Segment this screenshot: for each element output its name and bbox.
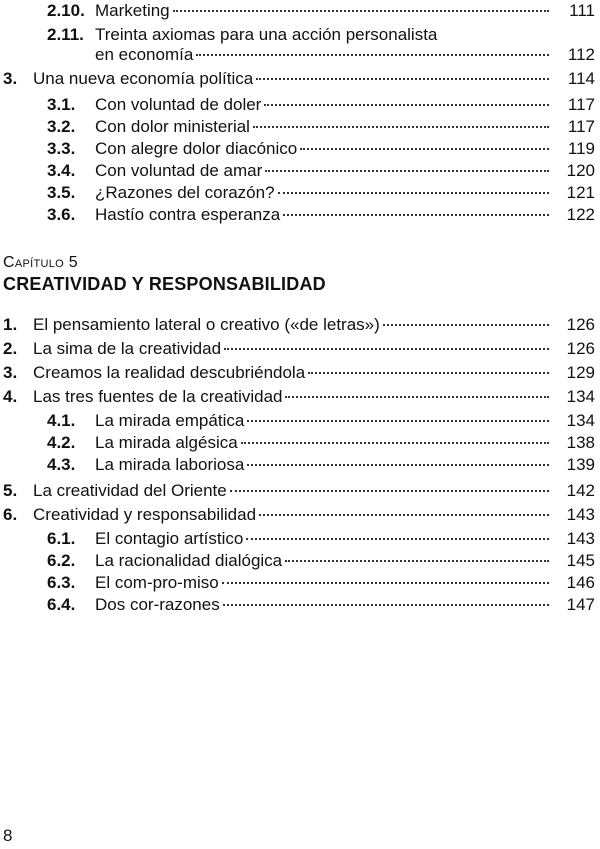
toc-entry[interactable]: [3, 505, 595, 525]
toc-entry[interactable]: [47, 433, 595, 453]
leader-dots: [264, 104, 549, 106]
entry-title: La creatividad del Oriente: [33, 481, 227, 500]
leader-dots: [241, 442, 549, 444]
leader-dots: [230, 490, 549, 492]
toc-entry[interactable]: [47, 1, 595, 21]
entry-page: 126: [566, 339, 595, 358]
toc-entry[interactable]: [47, 117, 595, 137]
entry-page: 122: [566, 205, 595, 224]
entry-title: La mirada empática: [95, 411, 245, 430]
leader-dots: [300, 148, 549, 150]
entry-page: 143: [566, 505, 595, 524]
entry-number: 6.3.: [47, 573, 76, 592]
page-number: 8: [3, 826, 13, 845]
chapter-title: CREATIVIDAD Y RESPONSABILIDAD: [3, 274, 326, 294]
entry-title: La mirada laboriosa: [95, 455, 245, 474]
leader-dots: [196, 54, 549, 56]
entry-title: El com-pro-miso: [95, 573, 219, 592]
leader-dots: [285, 396, 549, 398]
entry-page: 114: [567, 69, 595, 88]
entry-title: Dos cor-razones: [95, 595, 220, 614]
entry-title: El contagio artístico: [95, 529, 244, 548]
toc-entry[interactable]: [47, 411, 595, 431]
toc-entry[interactable]: [3, 363, 595, 383]
toc-entry[interactable]: [47, 139, 595, 159]
leader-dots: [383, 324, 549, 326]
leader-dots: [278, 192, 549, 194]
entry-page: 111: [569, 1, 595, 20]
toc-entry[interactable]: [47, 183, 595, 203]
entry-number: 4.1.: [47, 411, 76, 430]
entry-title: Marketing: [95, 1, 170, 20]
toc-entry[interactable]: [47, 573, 595, 593]
entry-page: 117: [567, 95, 595, 114]
entry-page: 134: [566, 411, 595, 430]
toc-entry[interactable]: [47, 529, 595, 549]
entry-title: Con voluntad de doler: [95, 95, 262, 114]
entry-number: 6.2.: [47, 551, 76, 570]
leader-dots: [259, 514, 549, 516]
entry-number: 1.: [3, 315, 18, 334]
entry-title: ¿Razones del corazón?: [95, 183, 275, 202]
entry-page: 112: [567, 45, 595, 64]
entry-number: 2.: [3, 339, 18, 358]
entry-title: Creatividad y responsabilidad: [33, 505, 257, 524]
entry-number: 4.3.: [47, 455, 76, 474]
entry-number: 3.: [3, 363, 18, 382]
leader-dots: [224, 348, 549, 350]
entry-title: La sima de la creatividad: [33, 339, 222, 358]
toc-entry[interactable]: [3, 339, 595, 359]
entry-page: 120: [566, 161, 595, 180]
entry-title: Una nueva economía política: [33, 69, 254, 88]
entry-page: 147: [566, 595, 595, 614]
entry-number: 6.4.: [47, 595, 76, 614]
entry-page: 146: [566, 573, 595, 592]
toc-entry[interactable]: [3, 387, 595, 407]
entry-title: Las tres fuentes de la creatividad: [33, 387, 283, 406]
entry-number: 3.4.: [47, 161, 76, 180]
toc-entry[interactable]: [3, 315, 595, 335]
toc-entry[interactable]: [47, 455, 595, 475]
entry-page: 138: [566, 433, 595, 452]
entry-page: 117: [567, 117, 595, 136]
entry-title: Con dolor ministerial: [95, 117, 250, 136]
toc-entry[interactable]: [47, 25, 595, 45]
entry-page: 129: [566, 363, 595, 382]
entry-page: 134: [566, 387, 595, 406]
entry-number: 4.: [3, 387, 18, 406]
entry-number: 3.2.: [47, 117, 76, 136]
entry-title: Hastío contra esperanza: [95, 205, 281, 224]
leader-dots: [285, 560, 549, 562]
leader-dots: [308, 372, 549, 374]
chapter-label: Capítulo 5: [3, 254, 78, 271]
entry-number: 3.6.: [47, 205, 76, 224]
toc-entry-continuation[interactable]: [95, 45, 595, 65]
entry-number: 3.3.: [47, 139, 76, 158]
leader-dots: [265, 170, 549, 172]
entry-page: 143: [566, 529, 595, 548]
entry-title: Con alegre dolor diacónico: [95, 139, 298, 158]
leader-dots: [256, 78, 549, 80]
entry-number: 5.: [3, 481, 18, 500]
entry-number: 6.: [3, 505, 18, 524]
entry-page: 139: [566, 455, 595, 474]
entry-number: 4.2.: [47, 433, 76, 452]
toc-entry[interactable]: [47, 551, 595, 571]
toc-entry[interactable]: [47, 161, 595, 181]
entry-title: Creamos la realidad descubriéndola: [33, 363, 306, 382]
toc-entry[interactable]: [47, 595, 595, 615]
leader-dots: [283, 214, 549, 216]
entry-number: 6.1.: [47, 529, 76, 548]
toc-entry[interactable]: [3, 69, 595, 89]
leader-dots: [247, 464, 549, 466]
entry-number: 3.5.: [47, 183, 76, 202]
entry-title: La racionalidad dialógica: [95, 551, 283, 570]
leader-dots: [247, 420, 549, 422]
entry-title: Con voluntad de amar: [95, 161, 263, 180]
leader-dots: [246, 538, 549, 540]
entry-page: 145: [566, 551, 595, 570]
entry-page: 142: [566, 481, 595, 500]
entry-number: 3.: [3, 69, 18, 88]
entry-number: 2.10.: [47, 1, 85, 20]
toc-entry[interactable]: [3, 481, 595, 501]
entry-number: 2.11.: [47, 25, 84, 44]
entry-title: Treinta axiomas para una acción personalista: [95, 25, 438, 44]
entry-page: 119: [567, 139, 595, 158]
entry-page: 121: [566, 183, 595, 202]
leader-dots: [222, 582, 549, 584]
toc-entry[interactable]: [47, 95, 595, 115]
toc-entry[interactable]: [47, 205, 595, 225]
entry-number: 3.1.: [47, 95, 76, 114]
entry-title: La mirada algésica: [95, 433, 238, 452]
leader-dots: [173, 10, 549, 12]
entry-title: El pensamiento lateral o creativo («de letras»): [33, 315, 380, 334]
leader-dots: [223, 604, 549, 606]
leader-dots: [253, 126, 549, 128]
entry-page: 126: [566, 315, 595, 334]
entry-title-continued: en economía: [95, 45, 194, 64]
